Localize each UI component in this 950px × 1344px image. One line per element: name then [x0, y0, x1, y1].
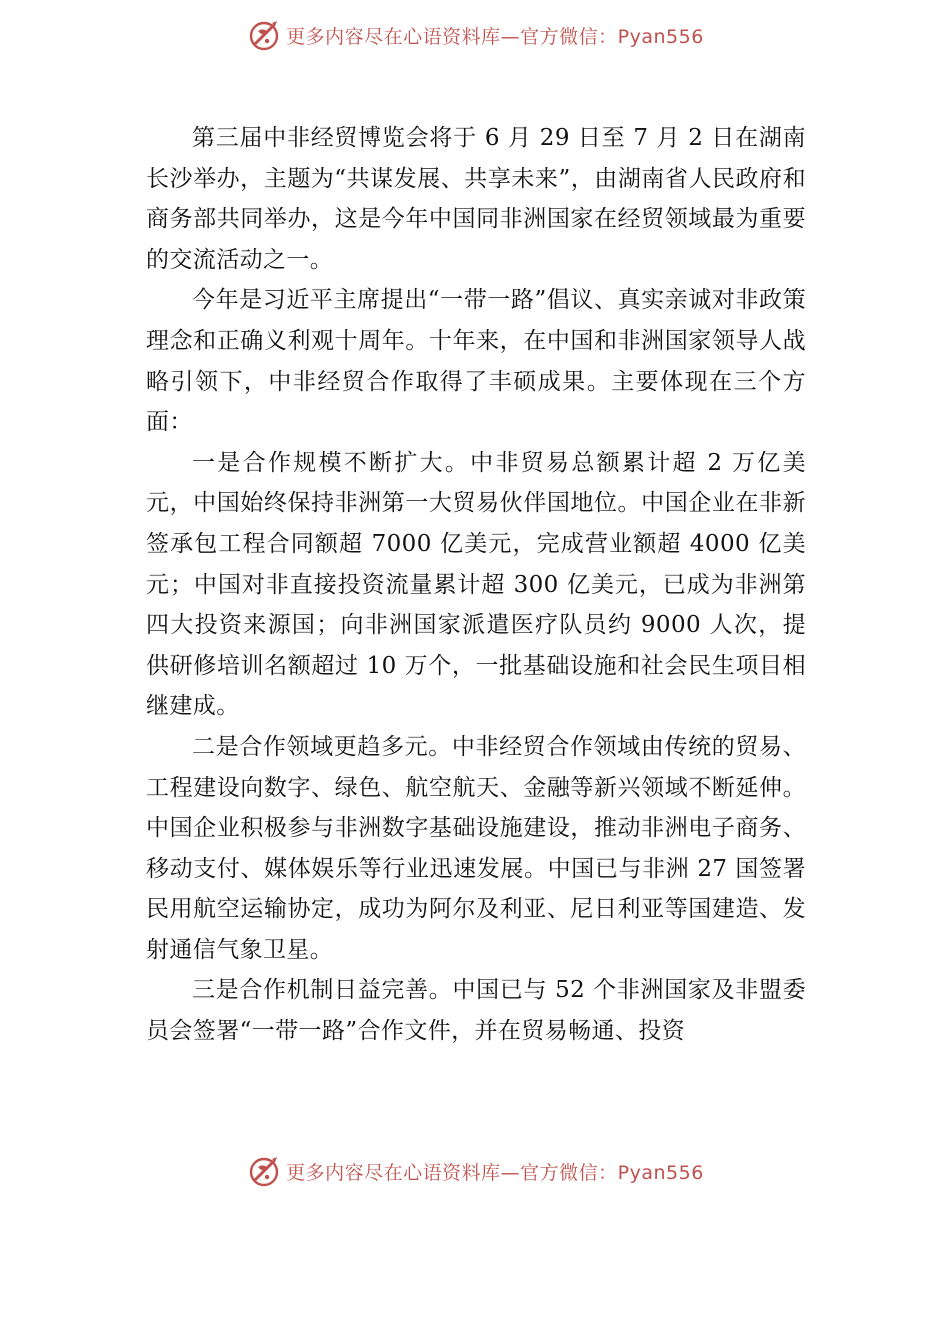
- document-body: [146, 118, 806, 1052]
- quill-seal-icon: [246, 1153, 282, 1189]
- quill-seal-icon: [246, 17, 282, 53]
- paragraph-5: 三是合作机制日益完善。中国已与 52 个非洲国家及非盟委员会签署“一带一路”合作文件，并在贸易畅通、投资: [146, 977, 806, 1045]
- header-banner: [0, 10, 950, 60]
- footer-banner-text: 更多内容尽在心语资料库—官方微信：Pyan556: [286, 1161, 704, 1184]
- footer-banner: [0, 1146, 950, 1196]
- paragraph-4: 二是合作领域更趋多元。中非经贸合作领域由传统的贸易、工程建设向数字、绿色、航空航天、金融等新兴领域不断延伸。中国企业积极参与非洲数字基础设施建设，推动非洲电子商务、移动支付、媒体娱乐等行业迅速发展。中国已与非洲 27 国签署民用航空运输协定，成功为阿尔及利亚、尼日利亚等国建造、发射通信气象卫星。: [146, 733, 806, 963]
- paragraph-1: 第三届中非经贸博览会将于 6 月 29 日至 7 月 2 日在湖南长沙举办，主题为“共谋发展、共享未来”，由湖南省人民政府和商务部共同举办，这是今年中国同非洲国家在经贸领域最为重要的交流活动之一。: [146, 125, 806, 273]
- paragraph-2: 今年是习近平主席提出“一带一路”倡议、真实亲诚对非政策理念和正确义利观十周年。十年来，在中国和非洲国家领导人战略引领下，中非经贸合作取得了丰硕成果。主要体现在三个方面：: [146, 287, 806, 436]
- paragraph-3: 一是合作规模不断扩大。中非贸易总额累计超 2 万亿美元，中国始终保持非洲第一大贸易伙伴国地位。中国企业在非新签承包工程合同额超 7000 亿美元，完成营业额超 4000 亿美元；中国对非直接投资流量累计超 300 亿美元，已成为非洲第四大投资来源国；向非洲国家派遣医疗队员约 9000 人次，提供研修培训名额超过 10 万个，一批基础设施和社会民生项目相继建成。: [146, 449, 806, 720]
- header-banner-text: 更多内容尽在心语资料库—官方微信：Pyan556: [286, 25, 704, 48]
